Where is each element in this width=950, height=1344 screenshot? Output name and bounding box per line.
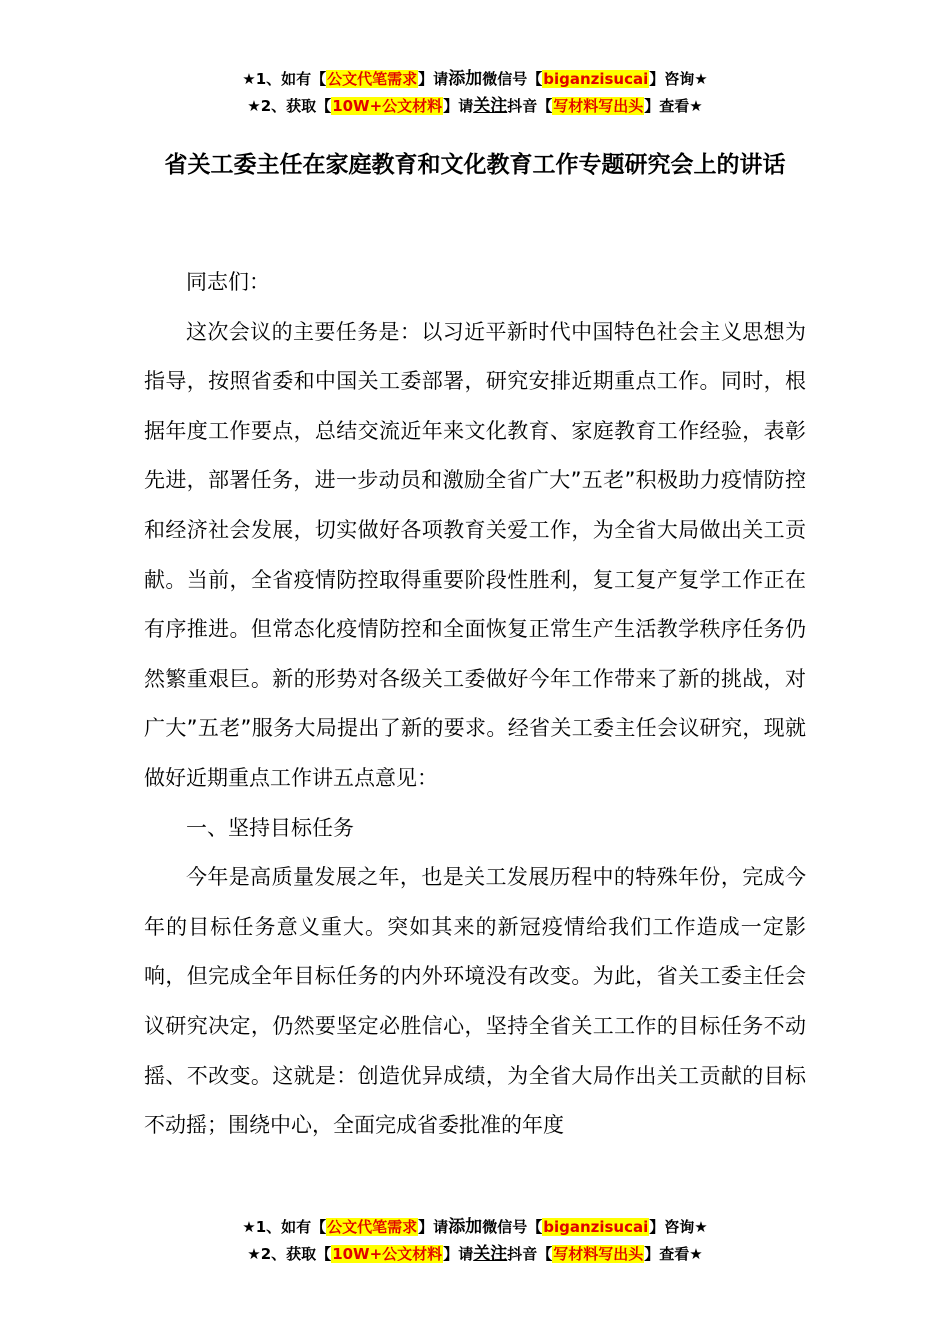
paragraph: 今年是高质量发展之年，也是关工发展历程中的特殊年份，完成今年的目标任务意义重大。突如其来的新冠疫情给我们工作造成一定影响，但完成全年目标任务的内外环境没有改变。为此，省关工委主任会议研究决定，仍然要坚定必胜信心，坚持全省关工工作的目标任务不动摇、不改变。这就是：创造优异成绩，为全省大局作出关工贡献的目标不动摇；围绕中心，全面完成省委批准的年度 — [144, 865, 806, 1138]
banner-highlight: 10W+公文材料 — [332, 1245, 443, 1263]
header-banner — [0, 66, 950, 120]
banner-text: 】查看★ — [644, 97, 703, 115]
banner-emphasis: 关注 — [473, 96, 508, 116]
banner-text: 】咨询★ — [649, 1218, 708, 1236]
banner-highlight: 公文代笔需求 — [327, 1218, 418, 1236]
banner-highlight: 10W+公文材料 — [332, 97, 443, 115]
banner-wechat-id: biganzisucai — [543, 1218, 649, 1236]
banner-emphasis: 添加 — [448, 1217, 483, 1237]
banner-text: 】查看★ — [644, 1245, 703, 1263]
banner-text: 】咨询★ — [649, 70, 708, 88]
footer-banner — [0, 1214, 950, 1268]
banner-text: ★2、获取【 — [247, 97, 332, 115]
banner-douyin-id: 写材料写出头 — [553, 1245, 644, 1263]
banner-text: 】请 — [418, 1218, 449, 1236]
greeting: 同志们： — [186, 270, 270, 294]
document-body — [144, 258, 806, 1151]
banner-text: 微信号【 — [482, 70, 543, 88]
banner-wechat-id: biganzisucai — [543, 70, 649, 88]
banner-line-1 — [0, 66, 950, 93]
banner-text: ★1、如有【 — [242, 70, 327, 88]
banner-text: 】请 — [418, 70, 449, 88]
section-heading: 一、坚持目标任务 — [186, 815, 354, 840]
banner-text: ★2、获取【 — [247, 1245, 332, 1263]
banner-text: 】请 — [443, 97, 474, 115]
banner-text: 微信号【 — [482, 1218, 543, 1236]
banner-emphasis: 添加 — [448, 69, 483, 89]
banner-line-2 — [0, 1241, 950, 1268]
banner-text: 抖音【 — [507, 1245, 553, 1263]
banner-emphasis: 关注 — [473, 1244, 508, 1264]
banner-highlight: 公文代笔需求 — [327, 70, 418, 88]
banner-douyin-id: 写材料写出头 — [553, 97, 644, 115]
banner-text: 抖音【 — [507, 97, 553, 115]
banner-text: 】请 — [443, 1245, 474, 1263]
paragraph: 这次会议的主要任务是：以习近平新时代中国特色社会主义思想为指导，按照省委和中国关工委部署，研究安排近期重点工作。同时，根据年度工作要点，总结交流近年来文化教育、家庭教育工作经验，表彰先进，部署任务，进一步动员和激励全省广大”五老”积极助力疫情防控和经济社会发展，切实做好各项教育关爱工作，为全省大局做出关工贡献。当前，全省疫情防控取得重要阶段性胜利，复工复产复学工作正在有序推进。但常态化疫情防控和全面恢复正常生产生活教学秩序任务仍然繁重艰巨。新的形势对各级关工委做好今年工作带来了新的挑战，对广大”五老”服务大局提出了新的要求。经省关工委主任会议研究，现就做好近期重点工作讲五点意见： — [144, 319, 806, 790]
banner-line-2 — [0, 93, 950, 120]
document-title: 省关工委主任在家庭教育和文化教育工作专题研究会上的讲话 — [164, 152, 786, 178]
banner-text: ★1、如有【 — [242, 1218, 327, 1236]
banner-line-1 — [0, 1214, 950, 1241]
